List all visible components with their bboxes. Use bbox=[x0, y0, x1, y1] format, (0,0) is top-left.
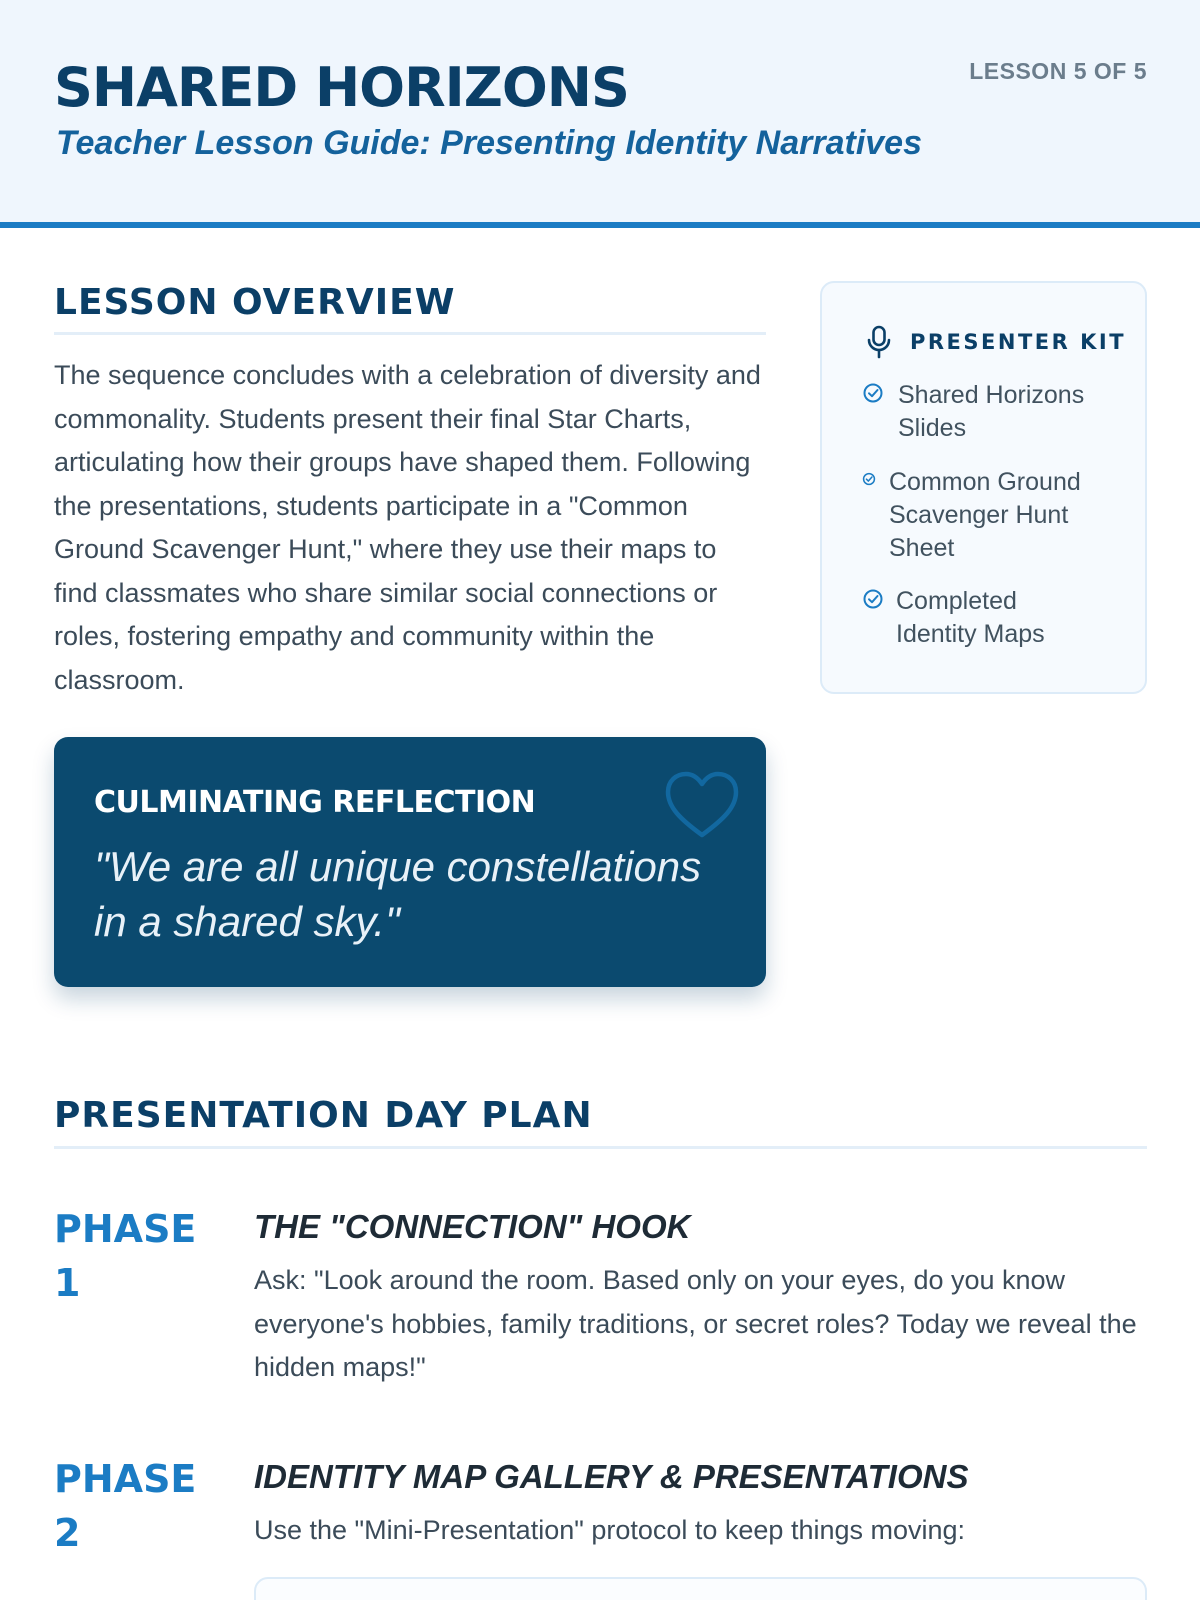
presenter-kit-header bbox=[866, 325, 1126, 359]
phase-text: Use the "Mini-Presentation" protocol to keep things moving: bbox=[254, 1515, 966, 1545]
check-circle-icon bbox=[862, 472, 876, 486]
phase-label: PHASE 2 bbox=[54, 1457, 197, 1555]
kit-item bbox=[862, 379, 1132, 445]
heart-icon bbox=[662, 769, 742, 841]
kit-item-label: Shared Horizons Slides bbox=[898, 381, 1085, 442]
overview-paragraph: The sequence concludes with a celebration of diversity and commonality. Students present their final Star Charts, articulating how their groups have shaped them. Following the presentations, students participate in a "Common Ground Scavenger Hunt," where they use their maps to find classmates who share similar social connections or roles, fostering empathy and community within the classroom. bbox=[54, 360, 761, 695]
check-circle-icon bbox=[862, 588, 884, 610]
brand-title: SHARED HORIZONS bbox=[54, 56, 629, 119]
plan-divider bbox=[54, 1146, 1147, 1149]
reflection-title: CULMINATING REFLECTION bbox=[94, 785, 536, 820]
presenter-kit-card bbox=[820, 281, 1147, 694]
reflection-quote: "We are all unique constellations in a shared sky." bbox=[94, 843, 702, 945]
microphone-icon bbox=[866, 325, 892, 359]
guide-subtitle: Teacher Lesson Guide: Presenting Identity Narratives bbox=[56, 124, 923, 162]
phase-title: THE "CONNECTION" HOOK bbox=[254, 1208, 691, 1245]
reflection-card bbox=[54, 737, 766, 987]
kit-item bbox=[862, 585, 1132, 651]
kit-item-label: Completed Identity Maps bbox=[896, 587, 1045, 648]
overview-divider bbox=[54, 332, 766, 335]
presenter-kit-title: PRESENTER KIT bbox=[910, 330, 1127, 354]
kit-item-label: Common Ground Scavenger Hunt Sheet bbox=[889, 468, 1081, 562]
kit-item bbox=[862, 466, 1132, 565]
check-circle-icon bbox=[862, 382, 884, 404]
phase-text: Ask: "Look around the room. Based only on your eyes, do you know everyone's hobbies, family traditions, or secret roles? Today we reveal the hidden maps!" bbox=[254, 1265, 1137, 1382]
plan-heading: PRESENTATION DAY PLAN bbox=[54, 1095, 593, 1136]
lesson-counter: LESSON 5 OF 5 bbox=[969, 58, 1147, 84]
phase-label: PHASE 1 bbox=[54, 1207, 197, 1305]
overview-heading: LESSON OVERVIEW bbox=[54, 282, 456, 323]
phase-title: IDENTITY MAP GALLERY & PRESENTATIONS bbox=[254, 1458, 969, 1495]
protocol-box bbox=[254, 1577, 1147, 1600]
page-header bbox=[0, 0, 1200, 228]
